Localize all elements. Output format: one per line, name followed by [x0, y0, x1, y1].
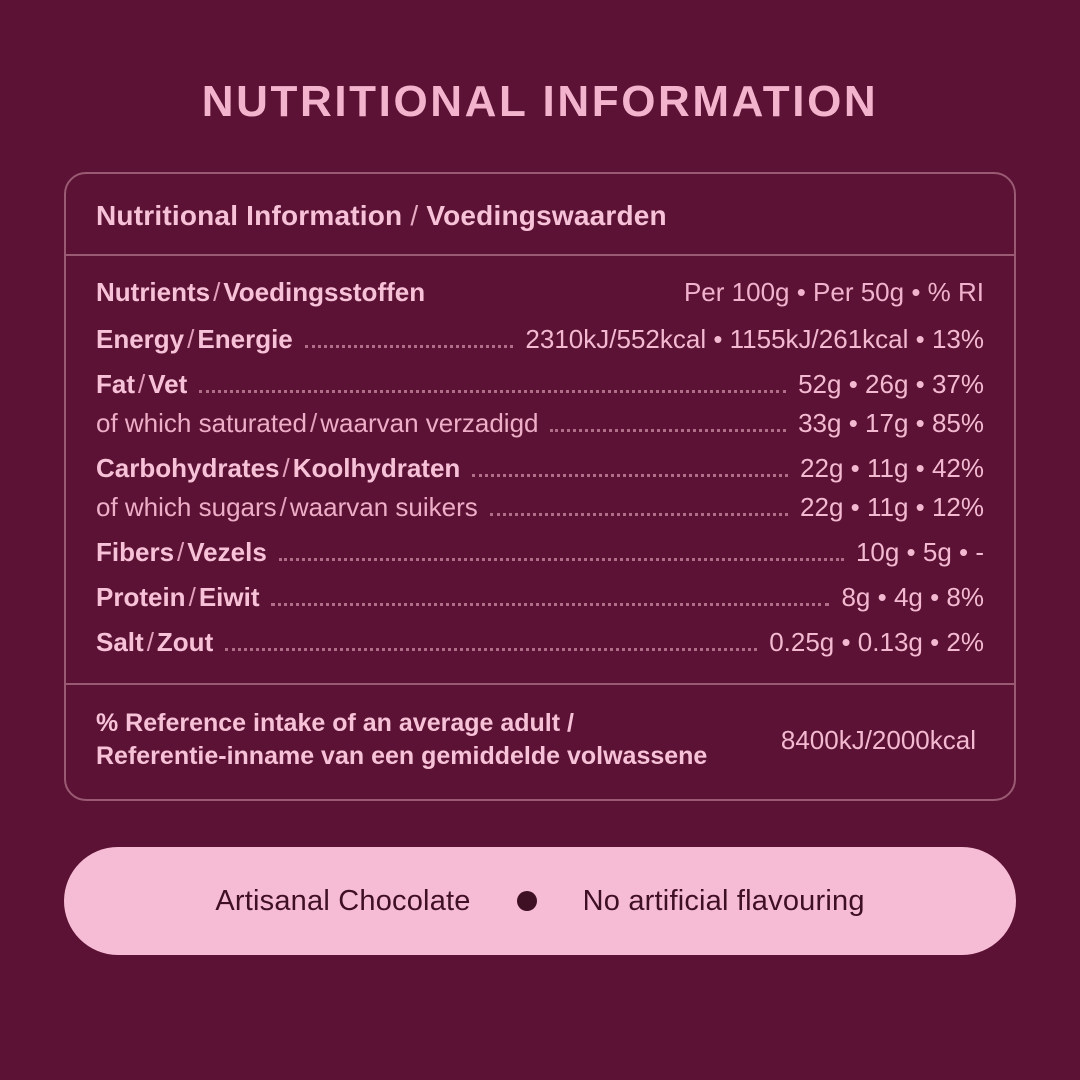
leader-dots — [550, 429, 786, 432]
row-values: 22g • 11g • 42% — [800, 453, 984, 484]
row-label — [96, 491, 478, 524]
reference-intake-footer — [66, 685, 1014, 799]
claim-artisanal: Artisanal Chocolate — [215, 884, 471, 917]
row-values: 8g • 4g • 8% — [841, 582, 984, 613]
row-label-nl: Energie — [197, 324, 293, 355]
row-label-en: Fat — [96, 369, 135, 400]
leader-dots — [437, 300, 672, 301]
table-row — [96, 368, 984, 401]
row-label-separator: / — [177, 537, 185, 568]
row-values: Per 100g • Per 50g • % RI — [683, 277, 984, 308]
leader-dots — [305, 345, 514, 348]
row-label — [96, 407, 538, 440]
row-values: 52g • 26g • 37% — [798, 369, 984, 400]
claims-banner — [64, 847, 1016, 955]
bullet-dot-icon — [517, 891, 537, 911]
row-label-en: Nutrients — [96, 277, 211, 308]
table-row — [96, 536, 984, 569]
row-label-en: Salt — [96, 627, 144, 658]
header-en: Nutritional Information — [96, 200, 403, 232]
row-label — [96, 626, 213, 659]
row-label-nl: Koolhydraten — [292, 453, 461, 484]
nutrition-card-header — [66, 174, 1014, 256]
nutrition-card-header-text — [96, 200, 984, 232]
table-row — [96, 323, 984, 356]
row-label-separator: / — [310, 408, 318, 439]
row-label — [96, 452, 460, 485]
table-row — [96, 276, 984, 309]
row-label-en: of which sugars — [96, 492, 277, 523]
row-label-nl: waarvan suikers — [289, 492, 478, 523]
header-nl: Voedingswaarden — [426, 200, 667, 232]
reference-intake-en: % Reference intake of an average adult / — [96, 709, 574, 738]
table-row — [96, 626, 984, 659]
reference-intake-nl: Referentie-inname van een gemiddelde volwassene — [96, 742, 708, 771]
row-label-en: Fibers — [96, 537, 175, 568]
row-label-separator: / — [188, 582, 196, 613]
row-label-nl: Vezels — [187, 537, 267, 568]
row-label-separator: / — [282, 453, 290, 484]
row-label-separator: / — [279, 492, 287, 523]
nutrition-card — [64, 172, 1016, 801]
header-separator: / — [410, 200, 419, 232]
nutrition-table — [66, 256, 1014, 685]
row-label-separator: / — [146, 627, 154, 658]
row-label — [96, 323, 293, 356]
row-label-en: Carbohydrates — [96, 453, 280, 484]
row-label-separator: / — [213, 277, 221, 308]
row-label — [96, 536, 267, 569]
row-values: 33g • 17g • 85% — [798, 408, 984, 439]
claim-no-artificial-flavouring: No artificial flavouring — [582, 884, 865, 917]
page-title: NUTRITIONAL INFORMATION — [201, 77, 879, 126]
leader-dots — [472, 474, 788, 477]
row-label-en: Energy — [96, 324, 185, 355]
row-label-nl: Voedingsstoffen — [223, 277, 426, 308]
row-label-en: Protein — [96, 582, 186, 613]
row-label — [96, 581, 259, 614]
row-label-nl: Zout — [156, 627, 214, 658]
row-values: 2310kJ/552kcal • 1155kJ/261kcal • 13% — [525, 324, 984, 355]
row-label-nl: Eiwit — [198, 582, 260, 613]
row-label-en: of which saturated — [96, 408, 308, 439]
row-label — [96, 276, 425, 309]
reference-intake-value: 8400kJ/2000kcal — [780, 724, 976, 755]
table-row — [96, 491, 984, 524]
reference-intake-text — [96, 707, 707, 773]
row-label-nl: waarvan verzadigd — [320, 408, 539, 439]
row-label — [96, 368, 187, 401]
row-values: 22g • 11g • 12% — [800, 492, 984, 523]
row-values: 10g • 5g • - — [855, 537, 984, 568]
leader-dots — [271, 603, 829, 606]
leader-dots — [490, 513, 788, 516]
leader-dots — [199, 390, 786, 393]
row-label-nl: Vet — [148, 369, 188, 400]
table-row — [96, 407, 984, 440]
leader-dots — [225, 648, 757, 651]
row-label-separator: / — [138, 369, 146, 400]
leader-dots — [279, 558, 844, 561]
table-row — [96, 581, 984, 614]
table-row — [96, 452, 984, 485]
row-label-separator: / — [187, 324, 195, 355]
row-values: 0.25g • 0.13g • 2% — [769, 627, 984, 658]
